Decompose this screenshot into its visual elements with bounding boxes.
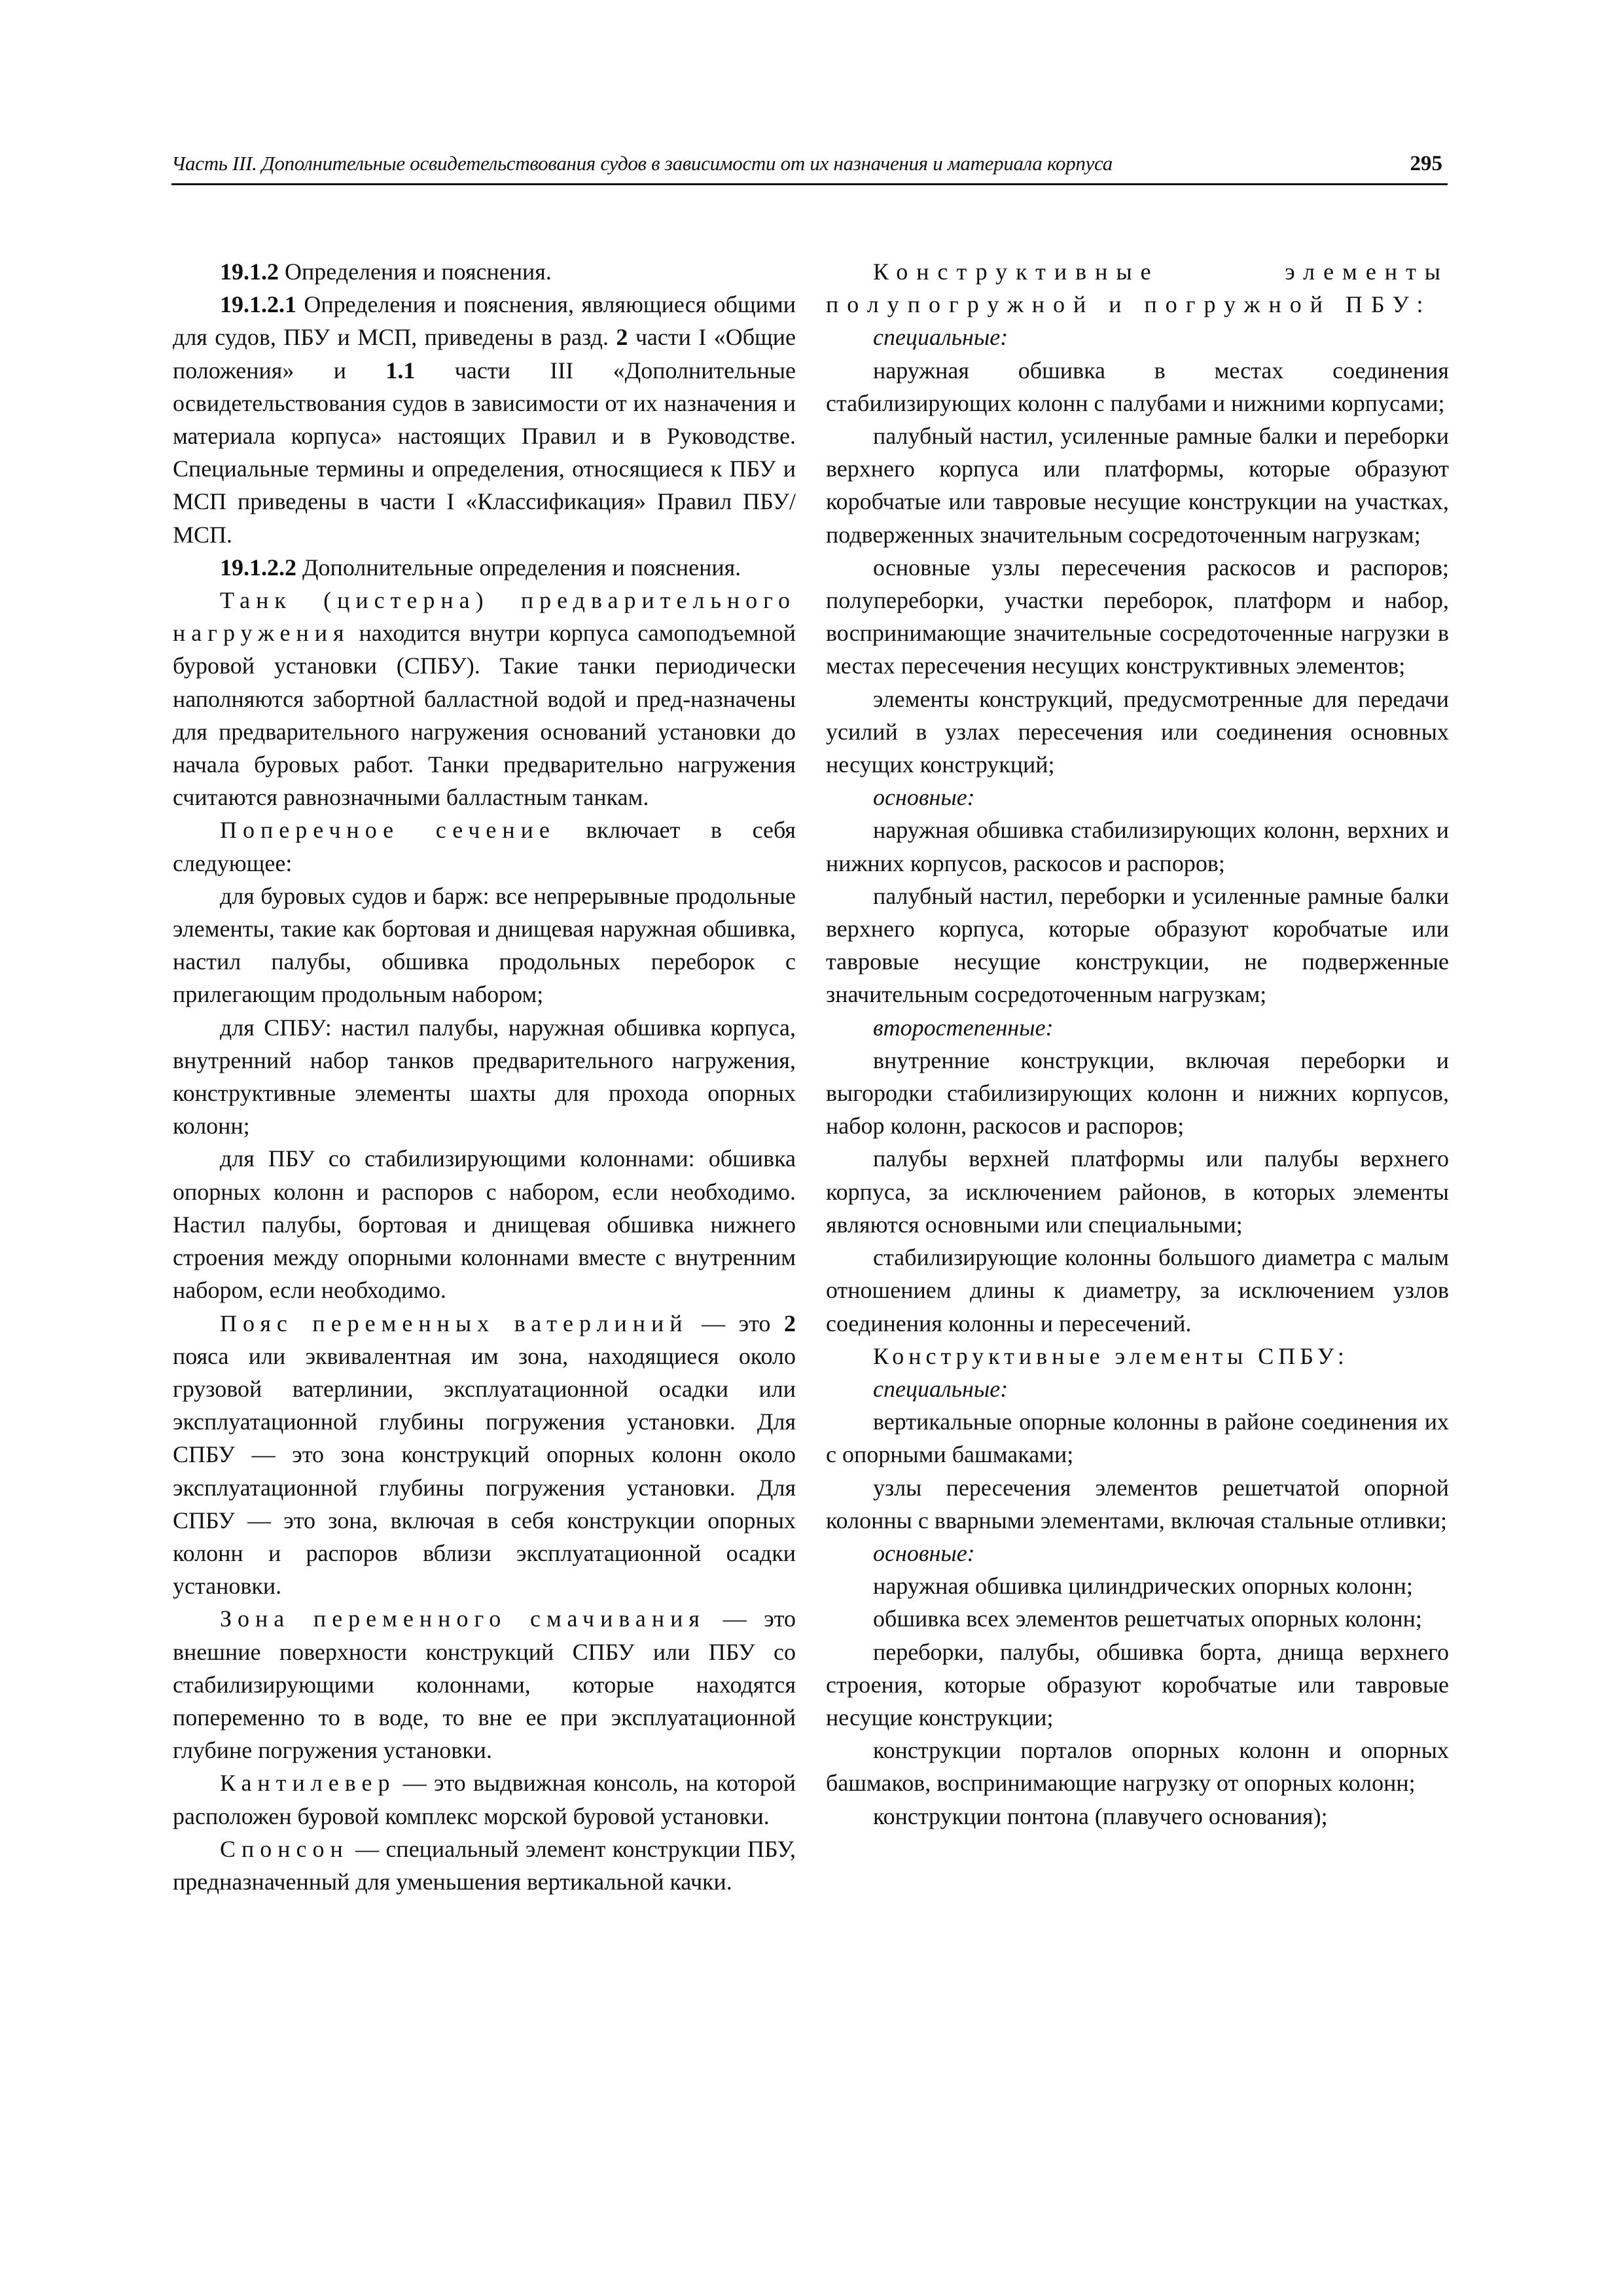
bold-reference: 1.1 — [385, 357, 416, 384]
defined-term: Пояс переменных ватерлиний — [220, 1310, 688, 1336]
definition-text: — это — [688, 1310, 784, 1336]
list-item: для СПБУ: настил палубы, наружная обшивка корпуса, внутренний набор танков предварительного нагружения, конструктивные элементы шахты для прохода опорных колонн; — [173, 1014, 796, 1139]
list-item: стабилизирующие колонны большого диаметра с малым отношением длины к диаметру, за исключением узлов соединения колонны и пересечений. — [826, 1244, 1449, 1336]
list-item: палубы верхней платформы или палубы верхнего корпуса, за исключением районов, в которых элементы являются основными или специальными; — [826, 1145, 1449, 1238]
page-number: 295 — [1410, 152, 1442, 175]
paragraph-text: Определения и пояснения. — [279, 259, 552, 285]
defined-term: Кантилевер — [220, 1770, 396, 1797]
paragraph-19-1-2-2 — [173, 551, 796, 584]
list-item: основные узлы пересечения раскосов и распоров; полупереборки, участки переборок, платформ и набор, воспринимающие значительные сосредоточенные нагрузки в местах пересечения несущих конструктивных элементов; — [826, 554, 1449, 679]
definition-text: находится внутри корпуса самоподъемной буровой установки (СПБУ). Такие танки периодически наполняются забортной балластной водой и пред-назначены для предварительного нагружения оснований установки до начала буровых работ. Танки предварительно нагружения считаются равнозначными балластным танкам. — [173, 620, 796, 811]
section-number: 19.1.2 — [220, 259, 279, 285]
section-number: 19.1.2.2 — [220, 554, 296, 581]
definition-waterline-belt — [173, 1307, 796, 1603]
category-label: основные: — [873, 1539, 975, 1566]
definition-text: пояса или эквивалентная им зона, находящиеся около грузовой ватерлинии, эксплуатационной осадки или эксплуатационной глубины погружения установки. Для СПБУ — это зона конструкций опорных колонн около эксплуатационной глубины погружения установки. Для СПБУ — это зона, включая в себя конструкции опорных колонн и распоров вблизи эксплуатационной осадки установки. — [173, 1342, 796, 1600]
list-item: палубный настил, переборки и усиленные рамные балки верхнего корпуса, которые образуют коробчатые или тавровые несущие конструкции, не подверженные значительным сосредоточенным нагрузкам; — [826, 882, 1449, 1008]
defined-term: Поперечное сечение — [220, 817, 556, 844]
paragraph-19-1-2 — [173, 255, 796, 288]
header-title: Часть III. Дополнительные освидетельствования судов в зависимости от их назначения и материала корпуса — [171, 152, 1113, 175]
list-item: узлы пересечения элементов решетчатой опорной колонны с вварными элементами, включая стальные отливки; — [826, 1474, 1449, 1534]
defined-term: Спонсон — [220, 1835, 349, 1862]
defined-term: Танк (цистерна) предварительного нагружения — [173, 587, 796, 647]
left-column — [173, 255, 796, 1898]
list-item: внутренние конструкции, включая переборки и выгородки стабилизирующих колонн и нижних корпусов, набор колонн, раскосов и распоров; — [826, 1047, 1449, 1139]
list-item: конструкции понтона (плавучего основания); — [873, 1803, 1328, 1829]
bold-number: 2 — [784, 1310, 796, 1336]
paragraph-19-1-2-1 — [173, 288, 796, 551]
category-label: второстепенные: — [873, 1014, 1054, 1041]
list-item: вертикальные опорные колонны в районе соединения их с опорными башмаками; — [826, 1408, 1449, 1468]
category-label: основные: — [873, 784, 975, 811]
definition-preload-tank — [173, 584, 796, 814]
list-item: конструкции порталов опорных колонн и опорных башмаков, воспринимающие нагрузку от опорных колонн; — [826, 1737, 1449, 1797]
definition-text: — специальный элемент конструкции ПБУ, предназначенный для уменьшения вертикальной качки. — [173, 1835, 796, 1895]
list-item: наружная обшивка стабилизирующих колонн, верхних и нижних корпусов, раскосов и распоров; — [826, 817, 1449, 876]
list-item: переборки, палубы, обшивка борта, днища верхнего строения, которые образуют коробчатые или тавровые несущие конструкции; — [826, 1638, 1449, 1731]
definition-cantilever — [173, 1767, 796, 1832]
list-item: наружная обшивка в местах соединения стабилизирующих колонн с палубами и нижними корпусами; — [826, 357, 1449, 416]
paragraph-text: части III «Дополнительные освидетельствования судов в зависимости от их назначения и материала корпуса» настоящих Правил и в Руководстве. Специальные термины и определения, относящиеся к ПБУ и МСП приведены в части I «Классификация» Правил ПБУ/МСП. — [173, 357, 796, 548]
list-item: для буровых судов и барж: все непрерывные продольные элементы, такие как бортовая и днищевая наружная обшивка, настил палубы, обшивка продольных переборок с прилегающим продольным набором; — [173, 882, 796, 1008]
running-header — [171, 149, 1448, 185]
definition-text: включает в себя следующее: — [173, 817, 796, 876]
defined-term: Зона переменного смачивания — [220, 1605, 705, 1632]
structural-elements-heading-semi: Конструктивные элементы полупогружной и погружной ПБУ: — [826, 259, 1449, 318]
section-number: 19.1.2.1 — [220, 291, 296, 318]
paragraph-text: Определения и пояснения, являющиеся общими для судов, ПБУ и МСП, приведены в разд. — [173, 291, 796, 351]
list-item: элементы конструкций, предусмотренные для передачи усилий в узлах пересечения или соединения основных несущих конструкций; — [826, 685, 1449, 778]
definition-text: — это внешние поверхности конструкций СПБУ или ПБУ со стабилизирующими колоннами, которые находятся попеременно то в воде, то вне ее при эксплуатационной глубине погружения установки. — [173, 1605, 796, 1764]
paragraph-text: части I «Общие положения» и — [173, 324, 796, 384]
definition-text: — это выдвижная консоль, на которой расположен буровой комплекс морской буровой установки. — [173, 1770, 796, 1829]
definition-cross-section — [173, 814, 796, 879]
definition-sponson — [173, 1833, 796, 1898]
category-label: специальные: — [873, 324, 1008, 351]
definition-splash-zone — [173, 1602, 796, 1767]
right-column — [826, 255, 1449, 1833]
structural-elements-heading-jackup: Конструктивные элементы СПБУ: — [873, 1342, 1349, 1369]
category-label: специальные: — [873, 1375, 1008, 1402]
list-item: для ПБУ со стабилизирующими колоннами: обшивка опорных колонн и распоров с набором, если необходимо. Настил палубы, бортовая и днищевая обшивка нижнего строения между опорными колоннами вместе с внутренним набором, если необходимо. — [173, 1145, 796, 1304]
list-item: наружная обшивка цилиндрических опорных колонн; — [873, 1573, 1413, 1600]
paragraph-text: Дополнительные определения и пояснения. — [296, 554, 741, 581]
list-item: обшивка всех элементов решетчатых опорных колонн; — [873, 1605, 1422, 1632]
bold-reference: 2 — [616, 324, 628, 351]
list-item: палубный настил, усиленные рамные балки и переборки верхнего корпуса или платформы, которые образуют коробчатые или тавровые несущие конструкции на участках, подверженных значительным сосредоточенным нагрузкам; — [826, 423, 1449, 548]
